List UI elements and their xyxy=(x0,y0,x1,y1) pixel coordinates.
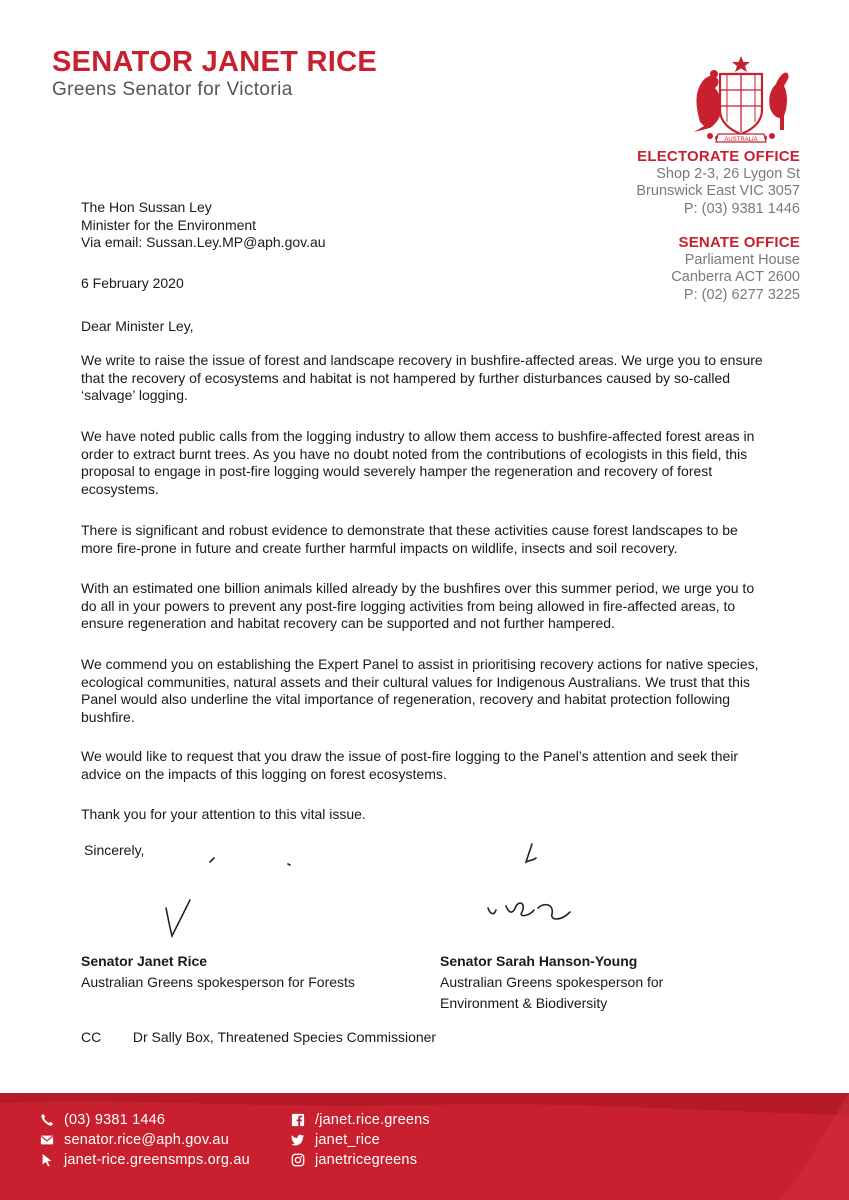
phone-icon xyxy=(40,1113,54,1127)
paragraph-text: We commend you on establishing the Expert Panel to assist in prioritising recovery actions for native species, ecological communities, natural assets and their cultural values for Indigenous Australians. We trust that this Panel would also underline the vital importance of regeneration, recovery and habitat protection following bushfire. xyxy=(81,656,759,725)
paragraph-text: We have noted public calls from the logging industry to allow them access to bushfire-affected forest areas in order to extract burnt trees. As you have no doubt noted from the contributions of ecologists in this field, this proposal to engage in post-fire logging would severely hamper the regeneration and recovery of forest ecosystems. xyxy=(81,428,755,497)
letter-date: 6 February 2020 xyxy=(81,275,184,291)
footer-email-text: senator.rice@aph.gov.au xyxy=(64,1132,229,1148)
footer-bar xyxy=(0,1093,849,1200)
footer-twitter-text: janet_rice xyxy=(315,1132,380,1148)
recipient-address xyxy=(81,199,771,252)
senate-office-title: SENATE OFFICE xyxy=(678,234,800,251)
footer-email[interactable] xyxy=(40,1130,229,1150)
signatory-name: Senator Janet Rice xyxy=(81,953,208,969)
paragraph xyxy=(81,806,771,824)
senate-office-phone: P: (02) 6277 3225 xyxy=(683,286,800,303)
paragraph xyxy=(81,656,771,726)
footer-twitter[interactable] xyxy=(291,1130,380,1150)
paragraph xyxy=(81,580,771,633)
electorate-office-phone: P: (03) 9381 1446 xyxy=(683,200,800,217)
cc-label: CC xyxy=(81,1029,102,1045)
senate-office-address-line2: Canberra ACT 2600 xyxy=(671,269,800,285)
paragraph xyxy=(81,352,771,405)
senate-office-address-line1: Parliament House xyxy=(684,251,800,268)
facebook-icon xyxy=(291,1113,305,1127)
signature-sarah-hanson-young xyxy=(482,838,592,928)
paragraph xyxy=(81,522,771,557)
footer-website[interactable] xyxy=(40,1150,250,1170)
signatory-janet-rice xyxy=(81,951,355,993)
recipient-email: Via email: Sussan.Ley.MP@aph.gov.au xyxy=(81,234,326,251)
recipient-name: The Hon Sussan Ley xyxy=(81,199,212,215)
footer-facebook[interactable] xyxy=(291,1110,430,1130)
salutation: Dear Minister Ley, xyxy=(81,318,194,334)
twitter-bird-icon xyxy=(291,1133,305,1147)
instagram-icon xyxy=(291,1153,305,1167)
electorate-office-address-line1: Shop 2-3, 26 Lygon St xyxy=(656,165,800,182)
footer-phone-text: (03) 9381 1446 xyxy=(64,1112,166,1128)
senator-name-heading: SENATOR JANET RICE xyxy=(52,46,377,78)
cursor-icon xyxy=(40,1153,54,1167)
recipient-role: Minister for the Environment xyxy=(81,216,257,233)
envelope-icon xyxy=(40,1133,54,1147)
paragraph-text: Thank you for your attention to this vital issue. xyxy=(81,806,366,822)
coat-of-arms-emblem xyxy=(680,52,802,144)
footer-phone[interactable] xyxy=(40,1110,165,1130)
footer-website-text: janet-rice.greensmps.org.au xyxy=(64,1152,250,1168)
signatory-sarah-hanson-young xyxy=(440,951,663,1014)
signatory-role: Australian Greens spokesperson for xyxy=(440,974,664,990)
paragraph-text: We write to raise the issue of forest and landscape recovery in bushfire-affected areas. We urge you to ensure that the recovery of ecosystems and habitat is not hampered by further disturbances caused by so-called ‘salvage’ logging. xyxy=(81,352,763,404)
footer-instagram[interactable] xyxy=(291,1150,417,1170)
cc-recipient: Dr Sally Box, Threatened Species Commissioner xyxy=(132,1029,437,1045)
signature-janet-rice xyxy=(150,850,310,950)
cc-line xyxy=(81,1029,436,1045)
closing: Sincerely, xyxy=(84,842,145,858)
signatory-name: Senator Sarah Hanson-Young xyxy=(440,953,638,969)
paragraph-text: There is significant and robust evidence to demonstrate that these activities cause forest landscapes to be more fire-prone in future and create further harmful impacts on wildlife, insects and soil recovery. xyxy=(81,522,738,556)
paragraph xyxy=(81,748,771,783)
signatory-role-line2: Environment & Biodiversity xyxy=(440,995,608,1011)
crest-motto: AUSTRALIA xyxy=(724,137,758,143)
footer-instagram-text: janetricegreens xyxy=(315,1152,418,1168)
paragraph-text: With an estimated one billion animals killed already by the bushfires over this summer period, we urge you to do all in your powers to prevent any post-fire logging activities from being allowed in fire-affected areas, to ensure regeneration and habitat recovery can be supported and not further hampered. xyxy=(81,580,755,632)
senator-subtitle: Greens Senator for Victoria xyxy=(52,79,293,100)
signatory-role: Australian Greens spokesperson for Forests xyxy=(81,974,355,990)
paragraph-text: We would like to request that you draw the issue of post-fire logging to the Panel’s attention and seek their advice on the impacts of this logging on forest ecosystems. xyxy=(81,748,739,782)
paragraph xyxy=(81,428,771,498)
electorate-office-address-line2: Brunswick East VIC 3057 xyxy=(636,183,800,199)
footer-facebook-text: /janet.rice.greens xyxy=(315,1112,430,1128)
electorate-office-title: ELECTORATE OFFICE xyxy=(637,148,800,165)
